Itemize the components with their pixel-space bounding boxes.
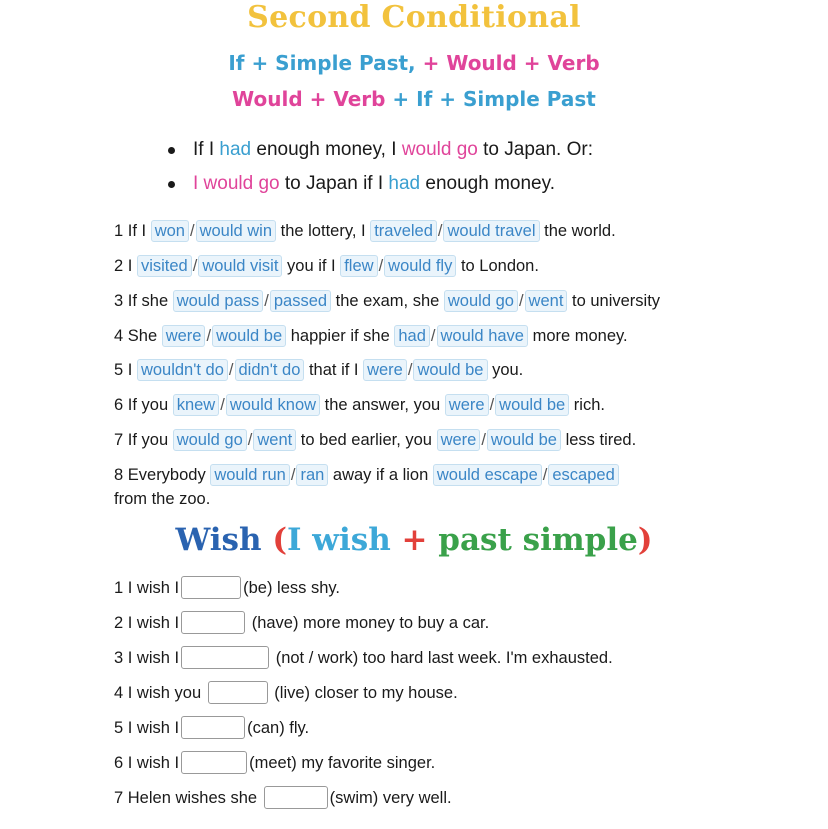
option-choice[interactable]: would be <box>413 359 487 381</box>
separator: / <box>481 431 486 449</box>
exercise-sentence <box>114 255 539 277</box>
exercise-sentence <box>114 429 636 451</box>
sentence-text: happier if she <box>286 327 395 345</box>
option-choice[interactable]: would be <box>212 325 286 347</box>
answer-input[interactable] <box>181 646 269 669</box>
wish-sentence <box>114 611 489 634</box>
page-title: Second Conditional <box>247 0 581 35</box>
separator: / <box>290 466 296 484</box>
separator: / <box>378 257 384 275</box>
exercise-sentence <box>114 394 605 416</box>
option-choice[interactable]: won <box>151 220 189 242</box>
formula-if-first <box>0 51 828 75</box>
wish-sentence <box>114 681 458 704</box>
sentence-text: 7 Helen wishes she <box>114 789 262 807</box>
answer-input[interactable] <box>208 681 268 704</box>
sentence-text: 6 I wish I <box>114 754 180 772</box>
example-list <box>168 133 593 201</box>
sentence-text: (can) fly. <box>247 719 310 737</box>
option-choice[interactable]: would pass <box>173 290 264 312</box>
answer-input[interactable] <box>264 786 328 809</box>
sentence-text: the exam, she <box>331 292 444 310</box>
sentence-text: 4 I wish you <box>114 684 206 702</box>
option-choice[interactable]: would know <box>226 394 320 416</box>
option-choice[interactable]: were <box>162 325 206 347</box>
option-choice[interactable]: ran <box>296 464 328 486</box>
example-item: If I had enough money, I would go to Japan. Or: <box>168 133 593 167</box>
sentence-text: to London. <box>456 257 539 275</box>
option-choice[interactable]: would win <box>196 220 276 242</box>
wish-sentence <box>114 716 309 739</box>
sentence-text: that if I <box>304 361 364 379</box>
option-choice[interactable]: would escape <box>433 464 542 486</box>
separator: / <box>430 327 436 345</box>
option-choice[interactable]: visited <box>137 255 192 277</box>
option-choice[interactable]: were <box>445 394 489 416</box>
separator: / <box>489 396 495 414</box>
option-choice[interactable]: knew <box>173 394 220 416</box>
separator: / <box>247 431 253 449</box>
sentence-text: you if I <box>282 257 341 275</box>
option-choice[interactable]: didn't do <box>235 359 305 381</box>
sentence-text: the answer, you <box>320 396 445 414</box>
sentence-text: 4 She <box>114 327 162 345</box>
separator: / <box>189 222 195 240</box>
option-choice[interactable]: had <box>394 325 430 347</box>
sentence-text: (not / work) too hard last week. I'm exhausted. <box>271 649 613 667</box>
separator: / <box>220 396 225 414</box>
separator: / <box>518 292 524 310</box>
sentence-text: 1 If I <box>114 222 151 240</box>
sentence-text: 2 I <box>114 257 137 275</box>
wish-sentence <box>114 786 452 809</box>
exercise-sentence <box>114 220 616 242</box>
option-choice[interactable]: would be <box>495 394 569 416</box>
separator: / <box>407 361 413 379</box>
wish-sentence <box>114 751 435 774</box>
option-choice[interactable]: passed <box>270 290 331 312</box>
option-choice[interactable]: would be <box>487 429 561 451</box>
option-choice[interactable]: traveled <box>370 220 437 242</box>
sentence-text: 3 If she <box>114 292 173 310</box>
option-choice[interactable]: would fly <box>384 255 456 277</box>
sentence-text: more money. <box>527 327 628 345</box>
sentence-text: (have) more money to buy a car. <box>247 614 490 632</box>
option-choice[interactable]: went <box>525 290 568 312</box>
separator: / <box>192 257 198 275</box>
sentence-text: the world. <box>539 222 616 240</box>
separator: / <box>206 327 212 345</box>
formula-part: If + Simple Past, <box>228 51 416 75</box>
sentence-text: to university <box>567 292 661 310</box>
sentence-text: rich. <box>569 396 605 414</box>
separator: / <box>264 292 269 310</box>
answer-input[interactable] <box>181 611 245 634</box>
wish-section-title: Wish (I wish + past simple) <box>175 522 653 558</box>
example-item: I would go to Japan if I had enough money. <box>168 167 593 201</box>
option-choice[interactable]: escaped <box>548 464 618 486</box>
option-choice[interactable]: were <box>437 429 481 451</box>
sentence-text: 8 Everybody <box>114 466 211 484</box>
formula-would-first <box>0 87 828 111</box>
sentence-text: less tired. <box>560 431 637 449</box>
sentence-text: (live) closer to my house. <box>269 684 458 702</box>
sentence-text: 7 If you <box>114 431 173 449</box>
formula-part: Would + Verb <box>232 87 386 111</box>
sentence-text: 5 I <box>114 361 137 379</box>
sentence-text: (be) less shy. <box>243 579 340 597</box>
sentence-continuation: from the zoo. <box>114 490 211 508</box>
option-choice[interactable]: would go <box>444 290 518 312</box>
separator: / <box>228 361 234 379</box>
sentence-text: away if a lion <box>328 466 433 484</box>
option-choice[interactable]: would travel <box>443 220 539 242</box>
sentence-text: 2 I wish I <box>114 614 180 632</box>
exercise-sentence <box>114 464 619 486</box>
sentence-text: to bed earlier, you <box>296 431 437 449</box>
separator: / <box>437 222 443 240</box>
separator: / <box>542 466 548 484</box>
answer-input[interactable] <box>181 751 247 774</box>
sentence-text: 6 If you <box>114 396 173 414</box>
formula-part: + Would + Verb <box>422 51 600 75</box>
option-choice[interactable]: flew <box>340 255 377 277</box>
option-choice[interactable]: would go <box>173 429 247 451</box>
exercise-sentence <box>114 359 523 381</box>
exercise-sentence <box>114 290 660 312</box>
formula-part: + If + Simple Past <box>392 87 596 111</box>
wish-sentence <box>114 646 613 669</box>
sentence-text: the lottery, I <box>276 222 371 240</box>
sentence-text: you. <box>487 361 524 379</box>
option-choice[interactable]: would have <box>437 325 528 347</box>
answer-input[interactable] <box>181 576 241 599</box>
option-choice[interactable]: would visit <box>198 255 282 277</box>
answer-input[interactable] <box>181 716 245 739</box>
sentence-text: 1 I wish I <box>114 579 180 597</box>
sentence-text: (swim) very well. <box>329 789 452 807</box>
option-choice[interactable]: would run <box>210 464 290 486</box>
sentence-text: 3 I wish I <box>114 649 180 667</box>
option-choice[interactable]: were <box>363 359 407 381</box>
sentence-text: (meet) my favorite singer. <box>249 754 436 772</box>
wish-sentence <box>114 576 340 599</box>
exercise-sentence <box>114 325 628 347</box>
option-choice[interactable]: wouldn't do <box>137 359 228 381</box>
sentence-text: 5 I wish I <box>114 719 180 737</box>
option-choice[interactable]: went <box>253 429 296 451</box>
